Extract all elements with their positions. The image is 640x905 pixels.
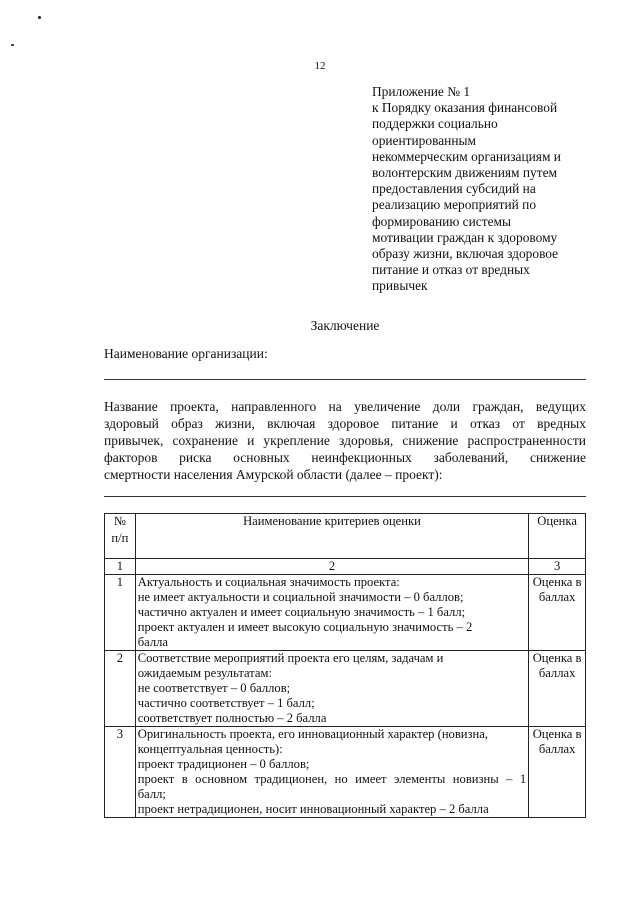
project-line: факторов риска основных неинфекционных заболеваний, снижение — [104, 450, 586, 465]
organization-fill-line — [104, 379, 586, 380]
criteria-line: Актуальность и социальная значимость проекта: — [137, 575, 400, 589]
criteria-line: ожидаемым результатам: — [137, 666, 272, 680]
header-num-line: п/п — [111, 531, 129, 545]
appendix-line: образу жизни, включая здоровое — [372, 246, 559, 262]
score-line: баллах — [538, 590, 576, 604]
appendix-line: поддержки социально — [372, 116, 498, 132]
criteria-line: соответствует полностью – 2 балла — [137, 711, 327, 725]
appendix-line: волонтерским движениям путем — [372, 165, 557, 181]
appendix-line: формированию системы — [372, 213, 511, 229]
appendix-line: предоставления субсидий на — [372, 181, 536, 197]
criteria-line: балл; — [137, 787, 166, 801]
appendix-line: некоммерческим организациям и — [372, 148, 561, 164]
score-line: баллах — [538, 666, 576, 680]
criteria-line: Оригинальность проекта, его инновационный характер (новизна, — [137, 727, 488, 741]
project-fill-line — [104, 496, 586, 497]
appendix-line: реализацию мероприятий по — [372, 197, 537, 213]
row-criteria-cell — [135, 727, 528, 818]
table-index-row — [105, 559, 586, 575]
header-num-line: № — [113, 514, 126, 528]
criteria-line: балла — [137, 635, 169, 649]
project-line: здоровый образ жизни, включая здоровое питание и отказ от вредных — [104, 416, 586, 431]
page-number: 12 — [314, 60, 326, 72]
project-line: смертности населения Амурской области (далее – проект): — [104, 467, 443, 482]
appendix-line: питание и отказ от вредных — [372, 262, 530, 278]
score-line: баллах — [538, 742, 576, 756]
row-score-cell — [529, 727, 586, 818]
appendix-line: ориентированным — [372, 132, 476, 148]
header-criteria-cell: Наименование критериев оценки — [135, 514, 528, 559]
criteria-line: не соответствует – 0 баллов; — [137, 681, 291, 695]
criteria-line: проект в основном традиционен, но имеет элементы новизны – 1 — [137, 772, 527, 786]
row-num-cell: 2 — [105, 651, 136, 727]
table-row — [105, 575, 586, 651]
criteria-line: проект актуален и имеет высокую социальную значимость – 2 — [137, 620, 473, 634]
header-score-cell: Оценка — [529, 514, 586, 559]
table-row — [105, 727, 586, 818]
index-cell: 1 — [105, 559, 136, 575]
index-cell: 3 — [529, 559, 586, 575]
criteria-line: частично актуален и имеет социальную значимость – 1 балл; — [137, 605, 466, 619]
table-row — [105, 651, 586, 727]
appendix-block — [372, 84, 602, 295]
project-line: Название проекта, направленного на увеличение доли граждан, ведущих — [104, 399, 586, 414]
score-line: Оценка в — [532, 727, 582, 741]
scan-speck — [38, 16, 41, 19]
criteria-line: частично соответствует – 1 балл; — [137, 696, 315, 710]
appendix-line: мотивации граждан к здоровому — [372, 229, 558, 245]
criteria-line: Соответствие мероприятий проекта его целям, задачам и — [137, 651, 444, 665]
score-line: Оценка в — [532, 575, 582, 589]
criteria-line: концептуальная ценность): — [137, 742, 283, 756]
organization-label: Наименование организации: — [104, 346, 268, 361]
row-criteria-cell — [135, 651, 528, 727]
row-num-cell: 3 — [105, 727, 136, 818]
header-num-cell — [105, 514, 136, 559]
row-num-cell: 1 — [105, 575, 136, 651]
row-score-cell — [529, 651, 586, 727]
index-cell: 2 — [135, 559, 528, 575]
criteria-line: не имеет актуальности и социальной значимости – 0 баллов; — [137, 590, 464, 604]
appendix-line: привычек — [372, 278, 428, 294]
scan-speck — [11, 44, 14, 46]
document-title: Заключение — [310, 318, 380, 333]
criteria-table — [104, 513, 586, 818]
score-line: Оценка в — [532, 651, 582, 665]
project-line: привычек, сохранение и укрепление здоровья, снижение распространенности — [104, 433, 586, 448]
criteria-line: проект традиционен – 0 баллов; — [137, 757, 310, 771]
appendix-line: к Порядку оказания финансовой — [372, 100, 558, 116]
row-score-cell — [529, 575, 586, 651]
row-criteria-cell — [135, 575, 528, 651]
criteria-line: проект нетрадиционен, носит инновационный характер – 2 балла — [137, 802, 489, 816]
appendix-line: Приложение № 1 — [372, 84, 471, 99]
project-name-paragraph — [104, 398, 586, 483]
table-header-row — [105, 514, 586, 559]
